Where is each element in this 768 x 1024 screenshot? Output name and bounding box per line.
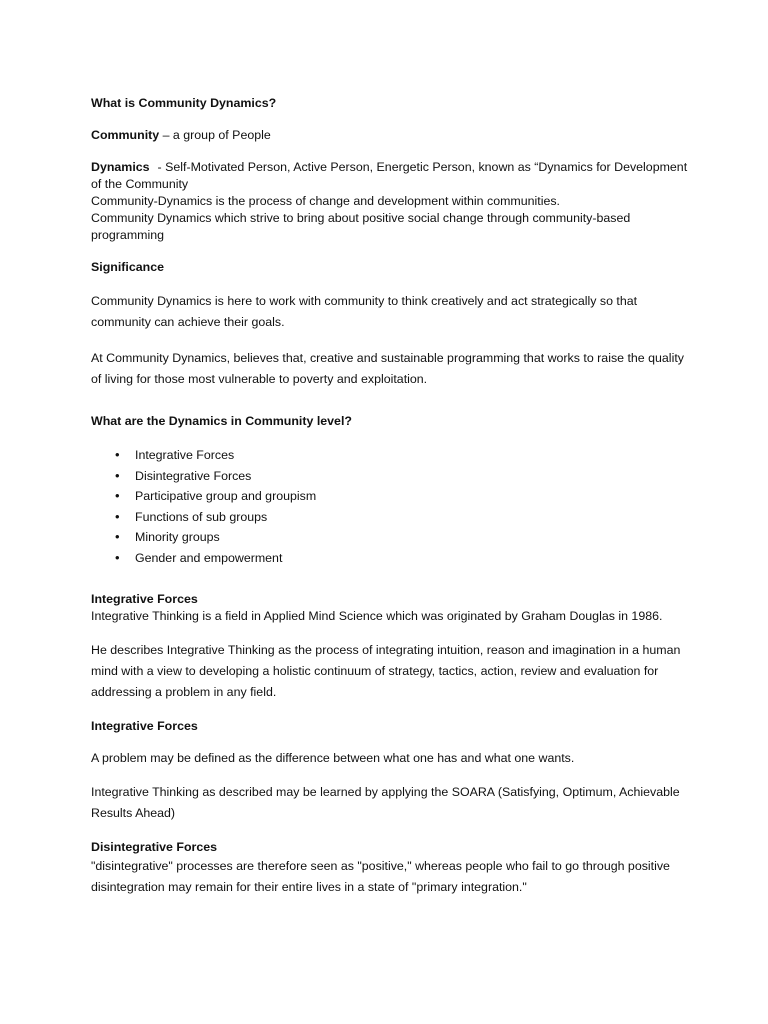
community-label: Community <box>91 128 160 142</box>
list-item: • Gender and empowerment <box>115 548 691 569</box>
question-heading: What are the Dynamics in Community level? <box>91 414 352 428</box>
community-dynamics-line: Community-Dynamics is the process of change and development within communities. <box>91 194 560 208</box>
document-body <box>91 95 691 898</box>
list-item: • Integrative Forces <box>115 445 691 466</box>
section-heading: Significance <box>91 260 164 274</box>
list-item: • Participative group and groupism <box>115 486 691 507</box>
paragraph: At Community Dynamics, believes that, creative and sustainable programming that works to raise the quality of living for those most vulnerable to poverty and exploitation. <box>91 351 684 386</box>
dynamics-label: Dynamics <box>91 160 150 174</box>
section-heading: Integrative Forces <box>91 592 198 606</box>
dynamics-list <box>91 445 691 568</box>
dynamics-definition <box>91 159 691 193</box>
dynamics-text: - Self-Motivated Person, Active Person, Energetic Person, known as “Dynamics for Development of the Community <box>91 160 688 191</box>
list-item: • Disintegrative Forces <box>115 466 691 487</box>
section-heading: Disintegrative Forces <box>91 840 218 854</box>
community-definition <box>91 127 691 144</box>
community-text: – a group of People <box>159 128 271 142</box>
paragraph: "disintegrative" processes are therefore seen as "positive," whereas people who fail to go through positive disintegration may remain for their entire lives in a state of "primary integration." <box>91 859 670 894</box>
list-item: • Minority groups <box>115 527 691 548</box>
paragraph: Integrative Thinking is a field in Applied Mind Science which was originated by Graham Douglas in 1986. <box>91 609 663 623</box>
list-item: • Functions of sub groups <box>115 507 691 528</box>
question-heading: What is Community Dynamics? <box>91 96 277 110</box>
paragraph: Integrative Thinking as described may be learned by applying the SOARA (Satisfying, Optimum, Achievable Results Ahead) <box>91 785 680 820</box>
section-heading: Integrative Forces <box>91 719 198 733</box>
community-dynamics-line: Community Dynamics which strive to bring about positive social change through community-based programming <box>91 211 631 242</box>
paragraph: A problem may be defined as the difference between what one has and what one wants. <box>91 751 575 765</box>
paragraph: Community Dynamics is here to work with community to think creatively and act strategically so that community can achieve their goals. <box>91 294 638 329</box>
paragraph: He describes Integrative Thinking as the process of integrating intuition, reason and imagination in a human mind with a view to developing a holistic continuum of strategy, tactics, action, review and evaluation for addressing a problem in any field. <box>91 643 681 699</box>
